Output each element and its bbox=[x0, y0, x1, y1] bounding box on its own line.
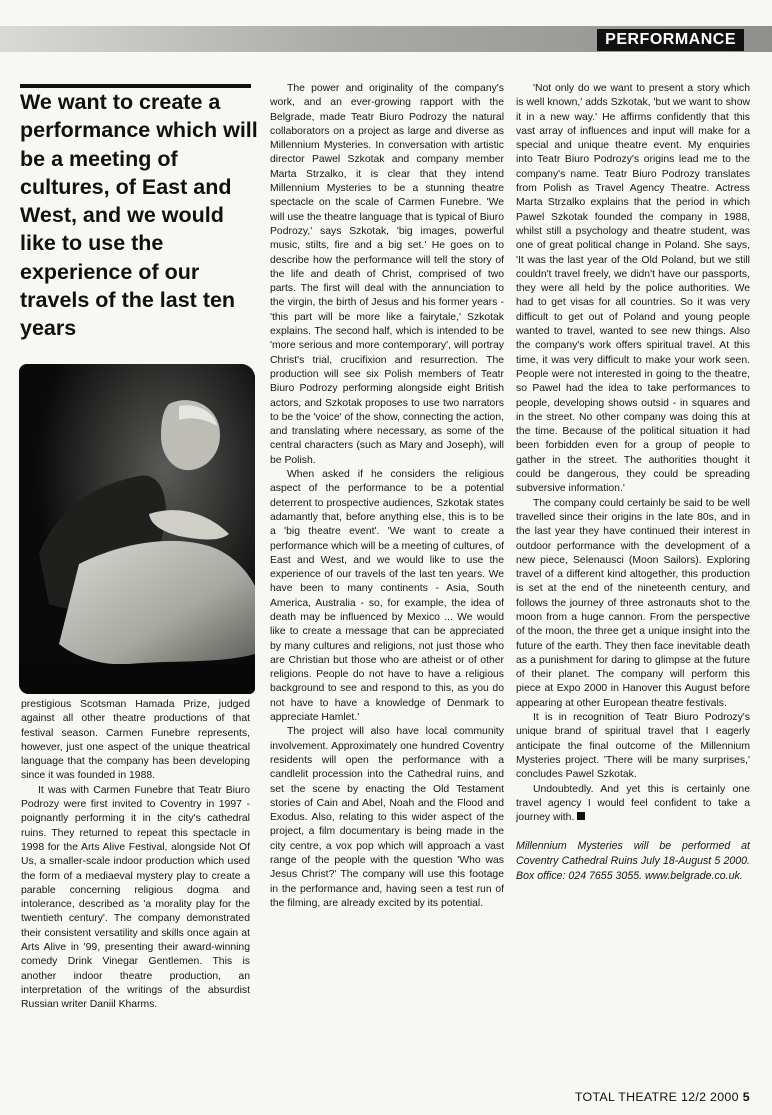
column-3-paragraph-4 bbox=[516, 783, 750, 826]
end-mark-icon bbox=[577, 812, 585, 820]
page-footer bbox=[575, 1090, 750, 1104]
column-3-paragraph-1: 'Not only do we want to present a story which is well known,' adds Szkotak, 'but we want to show it in a new way.' He affirms confidently that this vast array of influences and input will make for a special and unique theatre event. My enquiries into Teatr Biuro Podrozy's origins lead me to the company's name. Teatr Biuro Podrozy translates from Polish as Travel Agency Theatre. Actress Marta Strzalko explains that the period in which Pawel Szkotak founded the company in 1988, whilst still a psychology and theatre student, was one of great political change in Poland. She says, 'It was the last year of the Old Poland, but we still couldn't travel freely, we didn't have our passports, they were all held by the police authorities. We had to get visas for all countries. So it was very difficult to get out of Poland and young people wanted to travel, wanted to see new things. Also the company's work offers spiritual travel. At this time, it was very difficult to make your work seen. People were not interested in going to the theatre, so Pawel had the idea to take performances to people, developing shows outsid - in squares and in the street. No other company was doing this at the time. Because of the political situation it had been forbidden even for a group of people to gather in the street. The authorities thought it could be dangerous, they could be spreading subversive information.' bbox=[516, 83, 750, 495]
pull-quote: We want to create a performance which will be a meeting of cultures, of East and West, and we would like to use the experience of our travels of the last ten years bbox=[20, 90, 258, 341]
column-1 bbox=[21, 698, 250, 1013]
column-1-paragraph-1: prestigious Scotsman Hamada Prize, judged against all other theatre productions of that festival season. Carmen Funebre represents, however, just one aspect of the unique theatrical language that the company has been developing since it was founded in 1988. bbox=[21, 699, 250, 782]
performance-photo bbox=[19, 364, 255, 694]
column-2 bbox=[270, 82, 504, 911]
section-tag: PERFORMANCE bbox=[597, 29, 744, 51]
column-2-paragraph-3: The project will also have local community involvement. Approximately one hundred Coventry residents will open the performance with a candlelit procession into the Cathedral ruins, and set the scene by enacting the Old Testament stories of Cain and Abel, Noah and the Flood and Exodus. Also, relating to this wider aspect of the project, a film documentary is being made in the city centre, a vox pop which will approach a vast range of the people with the question 'Who was Jesus Christ?' The company will use this footage in the performance and, having seen a test run of the filming, are already excited by its potential. bbox=[270, 726, 504, 909]
column-1-paragraph-2: It was with Carmen Funebre that Teatr Biuro Podrozy were first invited to Coventry in 1997 - poignantly performing it in the city's cathedral ruins. They returned to repeat this spectacle in 1998 for the Arts Alive Festival, alongside Not Of Us, a smaller-scale indoor production which used the form of a mediaeval mystery play to create a parable concerning religious dogma and intolerance, described as 'a morality play for the twentieth century'. The company demonstrated their consistent versatility and skills once again at Arts Alive in '99, presenting their award-winning comedy Drink Vinegar Gentlemen. This is another indoor theatre production, an interpretation of the writings of the absurdist Russian writer Daniil Kharms. bbox=[21, 784, 250, 1011]
column-3-paragraph-3: It is in recognition of Teatr Biuro Podrozy's unique brand of spiritual travel that I eagerly anticipate the final outcome of the Millennium Mysteries project. 'There will be many surprises,' concludes Pawel Szkotak. bbox=[516, 712, 750, 781]
closing-sentence: Undoubtedly. And yet this is certainly one travel agency I would feel confident to take a journey with. bbox=[516, 783, 750, 824]
column-2-paragraph-1: The power and originality of the company's work, and an ever-growing rapport with the Belgrade, made Teatr Biuro Podrozy the natural collaborators on a project as large and diverse as Millennium Mysteries. In conversation with artistic director Pawel Szkotak and company member Marta Strzalko, it is clear that they intend Millennium Mysteries to be a stunning theatre spectacle on the scale of Carmen Funebre. 'We will use the theatre language that is typical of Biuro Podrozy,' says Szkotak, 'big images, powerful music, stilts, fire and a big set.' He goes on to describe how the performance will tell the story of the life and death of Christ, comprised of two parts. The first will deal with the annunciation to the virgin, the birth of Jesus and his former years - 'this part will be more like a fairytale,' Szkotak explains. The second half, which is intended to be 'more serious and more contemporary', will portray Christ's trial, crucifixion and resurrection. The production will see six Polish members of Teatr Biuro Podrozy performing alongside eight British actors, and Szkotak proposes to use two narrators to be the 'voice' of the show, connecting the action, and translating where necessary, as some of the central characters (such as Mary and Joseph), will be Polish. bbox=[270, 83, 504, 466]
column-3 bbox=[516, 82, 750, 884]
publication-name: TOTAL THEATRE 12/2 2000 bbox=[574, 1090, 739, 1104]
column-2-paragraph-2: When asked if he considers the religious aspect of the performance to be a potential deterrent to prospective audiences, Szkotak states adamantly that, before anything else, this is to be a 'big theatre event'. 'We want to create a performance which will be a meeting of cultures, of East and West, and we would like to use the experience of our travels of the last ten years. We have been to many continents - Asia, South America, Australia - so, for example, the idea of death may be influenced by Mexico ... We would like to create a message that can be appreciated by many cultures and religions, not just those who are Christian but those who are atheist or of other religions. People do not have to have a religious background to see and respond to this, as you do not have to have a knowledge of Denmark to appreciate Hamlet.' bbox=[270, 469, 504, 724]
page-number: 5 bbox=[742, 1090, 750, 1104]
performance-info-footnote: Millennium Mysteries will be performed at Coventry Cathedral Ruins July 18-August 5 2000. Box office: 024 7655 3055. www.belgrade.co.uk. bbox=[516, 840, 750, 883]
column-3-paragraph-2: The company could certainly be said to be well travelled since their origins in the late 80s, and in the last year they have continued their interest in outdoor performance with the development of a new piece, Selenausci (Moon Sailors). Exploring travel of a different kind altogether, this production is set at the end of the nineteenth century, and follows the journey of three astronauts shot to the moon from a huge cannon. From the perspective of the moon, the three get a unique insight into the future of the earth. They then face inevitable death as a punishment for daring to glimpse at the future of their planet. The company will perform this piece at Expo 2000 in Hanover this August before appearing at other European theatre festivals. bbox=[516, 497, 750, 709]
